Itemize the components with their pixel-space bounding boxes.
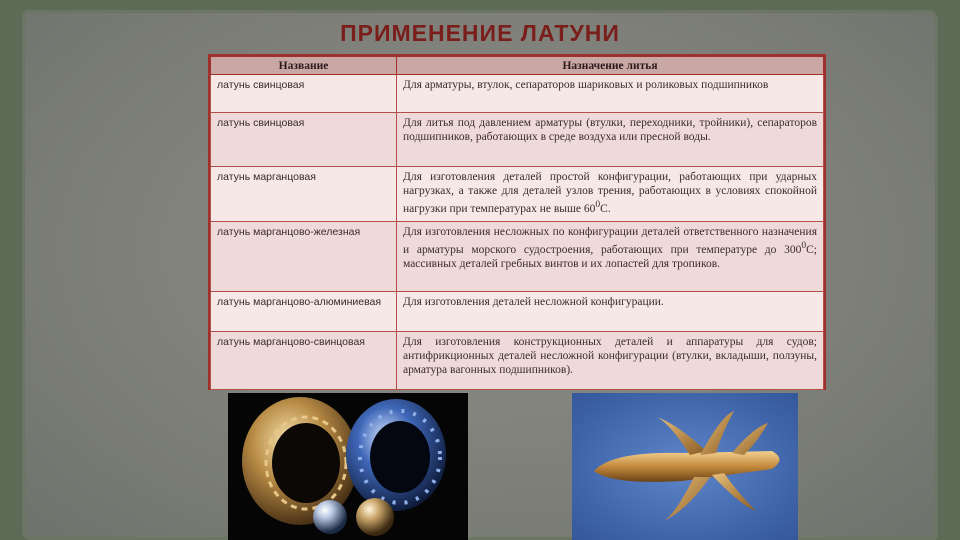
alloy-name-cell: латунь свинцовая — [211, 113, 397, 167]
table-row — [211, 222, 824, 292]
purpose-text: Для изготовления несложных по конфигурации деталей ответственного назначения и арматуры морского судостроения, работающих при температуре до 300 — [403, 226, 817, 256]
purpose-text-end: С; массивных деталей гребных винтов и их лопастей для тропиков. — [403, 243, 817, 270]
purpose-cell: Для изготовления конструкционных деталей и аппаратуры для судов; антифрикционных деталей несложной конфигурации (втулки, вкладыши, ползуны, арматура вагонных подшипников). — [397, 332, 824, 390]
purpose-text: Для изготовления деталей простой конфигурации, работающих при ударных нагрузках, а также для деталей узлов трения, работающих в условиях спокойной нагрузки при температурах не выше 60 — [403, 171, 817, 215]
purpose-cell: Для литья под давлением арматуры (втулки, переходники, тройники), сепараторов подшипников, работающих в среде воздуха или пресной воды. — [397, 113, 824, 167]
brass-bearings-photo — [228, 393, 468, 540]
slide-title: ПРИМЕНЕНИЕ ЛАТУНИ — [340, 20, 620, 46]
purpose-cell — [397, 167, 824, 222]
purpose-cell: Для арматуры, втулок, сепараторов шариковых и роликовых подшипников — [397, 75, 824, 113]
table-row — [211, 75, 824, 113]
alloy-name-cell: латунь марганцово-алюминиевая — [211, 292, 397, 332]
purpose-cell — [397, 222, 824, 292]
column-header-name: Название — [211, 57, 397, 75]
table-row — [211, 113, 824, 167]
column-header-purpose: Назначение литья — [397, 57, 824, 75]
degree-superscript: 0 — [801, 240, 807, 251]
table-header-row — [211, 57, 824, 75]
table-row — [211, 332, 824, 390]
table-row — [211, 292, 824, 332]
table-row — [211, 167, 824, 222]
purpose-cell: Для изготовления деталей несложной конфигурации. — [397, 292, 824, 332]
brass-usage-table — [208, 54, 826, 390]
purpose-text-end: С. — [600, 202, 611, 215]
alloy-name-cell: латунь марганцово-железная — [211, 222, 397, 292]
brass-propeller-photo — [572, 393, 798, 540]
alloy-name-cell: латунь марганцово-свинцовая — [211, 332, 397, 390]
alloy-name-cell: латунь свинцовая — [211, 75, 397, 113]
alloy-name-cell: латунь марганцовая — [211, 167, 397, 222]
degree-superscript: 0 — [595, 199, 601, 210]
